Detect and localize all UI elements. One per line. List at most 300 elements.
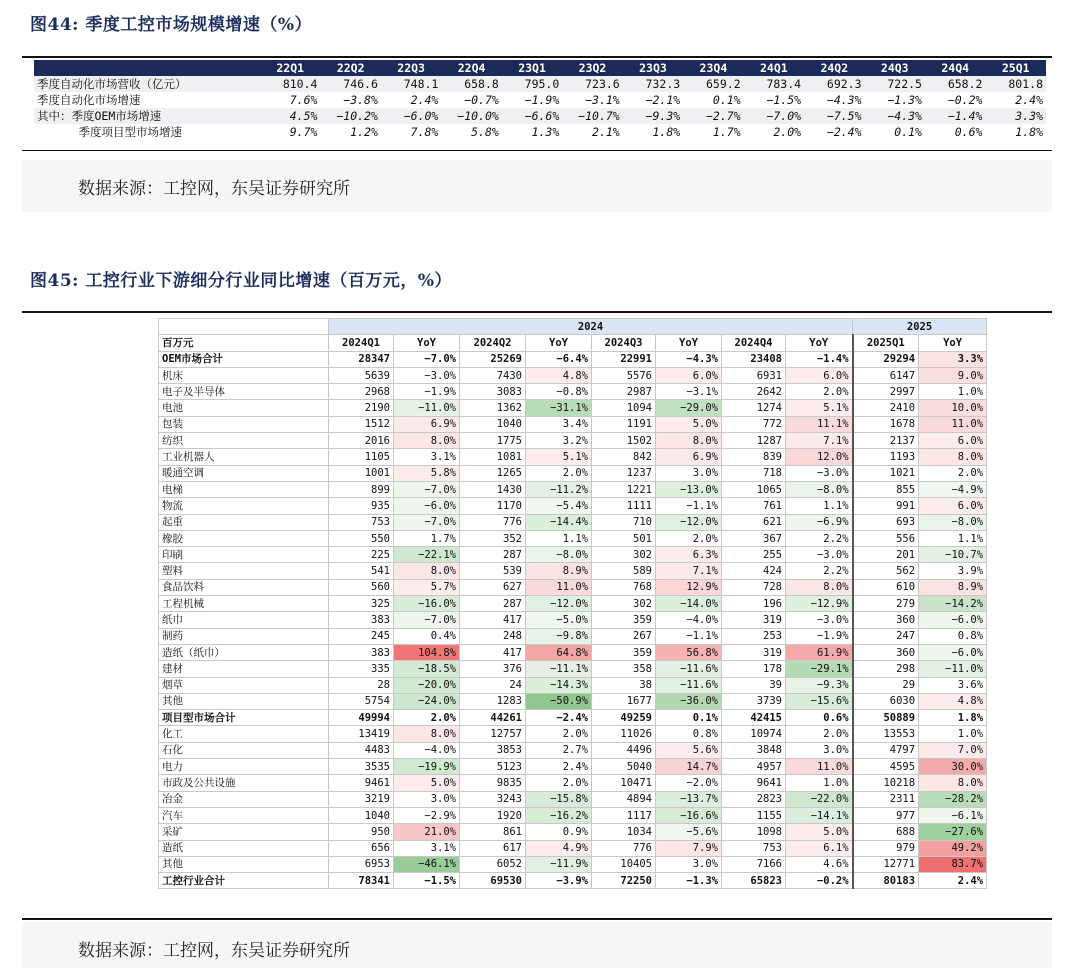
yoy-cell: −29.0% — [656, 400, 722, 416]
yoy-cell: 6.9% — [656, 449, 722, 465]
yoy-cell: 4.9% — [526, 840, 592, 856]
revenue-cell: 38 — [592, 677, 656, 693]
value-cell: −4.3% — [804, 92, 864, 108]
value-cell: −2.7% — [683, 108, 743, 124]
revenue-cell: 29294 — [853, 351, 919, 367]
quarter-header: 23Q3 — [623, 60, 683, 76]
yoy-cell: −8.0% — [919, 514, 987, 530]
revenue-cell: 248 — [460, 628, 526, 644]
revenue-cell: 196 — [722, 596, 786, 612]
revenue-cell: 2997 — [853, 384, 919, 400]
quarter-header: 23Q1 — [502, 60, 562, 76]
revenue-cell: 5754 — [329, 693, 394, 709]
column-header: 2024Q2 — [460, 335, 526, 351]
yoy-cell: −4.0% — [656, 612, 722, 628]
yoy-cell: 1.1% — [526, 530, 592, 546]
industry-label: 造纸（纸巾） — [159, 644, 329, 660]
yoy-cell: 61.9% — [786, 644, 853, 660]
industry-label: 其他 — [159, 856, 329, 872]
revenue-cell: 417 — [460, 644, 526, 660]
table-row — [159, 530, 987, 546]
revenue-cell: 335 — [329, 661, 394, 677]
value-cell: −6.0% — [381, 108, 441, 124]
yoy-cell: 30.0% — [919, 759, 987, 775]
revenue-cell: 1502 — [592, 433, 656, 449]
yoy-cell: −0.8% — [526, 384, 592, 400]
table-row — [159, 807, 987, 823]
revenue-cell: 2190 — [329, 400, 394, 416]
industry-label: 工业机器人 — [159, 449, 329, 465]
yoy-cell: 12.0% — [786, 449, 853, 465]
year-2024-header: 2024 — [329, 319, 853, 335]
revenue-cell: 1021 — [853, 465, 919, 481]
table-row — [159, 465, 987, 481]
value-cell: 746.6 — [320, 76, 380, 92]
value-cell: −9.3% — [623, 108, 683, 124]
yoy-cell: 2.4% — [919, 873, 987, 889]
revenue-cell: 298 — [853, 661, 919, 677]
industry-label: 化工 — [159, 726, 329, 742]
revenue-cell: 3535 — [329, 759, 394, 775]
revenue-cell: 10405 — [592, 856, 656, 872]
yoy-cell: −27.6% — [919, 824, 987, 840]
yoy-cell: −10.7% — [919, 547, 987, 563]
revenue-cell: 1111 — [592, 498, 656, 514]
row-label: 季度自动化市场增速 — [34, 92, 260, 108]
revenue-cell: 617 — [460, 840, 526, 856]
revenue-cell: 10471 — [592, 775, 656, 791]
revenue-cell: 776 — [460, 514, 526, 530]
revenue-cell: 358 — [592, 661, 656, 677]
revenue-cell: 3848 — [722, 742, 786, 758]
value-cell: 658.8 — [441, 76, 501, 92]
yoy-cell: −8.0% — [526, 547, 592, 563]
value-cell: −7.5% — [804, 108, 864, 124]
yoy-cell: −2.9% — [394, 807, 460, 823]
table-row — [159, 400, 987, 416]
value-cell: 810.4 — [260, 76, 320, 92]
revenue-cell: 201 — [853, 547, 919, 563]
yoy-cell: 8.0% — [394, 726, 460, 742]
revenue-cell: 25269 — [460, 351, 526, 367]
yoy-cell: 2.0% — [786, 726, 853, 742]
revenue-cell: 1274 — [722, 400, 786, 416]
revenue-cell: 245 — [329, 628, 394, 644]
revenue-cell: 65823 — [722, 873, 786, 889]
yoy-cell: −22.0% — [786, 791, 853, 807]
revenue-cell: 69530 — [460, 873, 526, 889]
table-row — [159, 367, 987, 383]
revenue-cell: 1193 — [853, 449, 919, 465]
yoy-cell: −1.9% — [786, 628, 853, 644]
value-cell: −4.3% — [865, 108, 925, 124]
industry-label: 包装 — [159, 416, 329, 432]
yoy-cell: 3.0% — [786, 742, 853, 758]
yoy-cell: −11.0% — [919, 661, 987, 677]
revenue-cell: 2016 — [329, 433, 394, 449]
revenue-cell: 977 — [853, 807, 919, 823]
yoy-cell: 5.1% — [526, 449, 592, 465]
revenue-cell: 5040 — [592, 759, 656, 775]
value-cell: 658.2 — [925, 76, 985, 92]
revenue-cell: 1775 — [460, 433, 526, 449]
industry-label: 起重 — [159, 514, 329, 530]
revenue-cell: 359 — [592, 644, 656, 660]
value-cell: −7.0% — [744, 108, 804, 124]
column-header: 2024Q3 — [592, 335, 656, 351]
revenue-cell: 842 — [592, 449, 656, 465]
revenue-cell: 4894 — [592, 791, 656, 807]
revenue-cell: 9835 — [460, 775, 526, 791]
yoy-cell: −15.8% — [526, 791, 592, 807]
value-cell: 795.0 — [502, 76, 562, 92]
yoy-cell: −19.9% — [394, 759, 460, 775]
figure-44-title: 图44: 季度工控市场规模增速（%） — [30, 15, 313, 35]
quarter-header: 24Q1 — [744, 60, 804, 76]
revenue-cell: 29 — [853, 677, 919, 693]
yoy-cell: 7.0% — [919, 742, 987, 758]
table-row — [159, 710, 987, 726]
value-cell: −3.1% — [562, 92, 622, 108]
revenue-cell: 556 — [853, 530, 919, 546]
yoy-cell: 8.0% — [394, 433, 460, 449]
revenue-cell: 352 — [460, 530, 526, 546]
value-cell: 748.1 — [381, 76, 441, 92]
yoy-cell: −6.0% — [919, 612, 987, 628]
industry-label: 制药 — [159, 628, 329, 644]
yoy-cell: 5.7% — [394, 579, 460, 595]
value-cell: −10.7% — [562, 108, 622, 124]
revenue-cell: 22991 — [592, 351, 656, 367]
revenue-cell: 991 — [853, 498, 919, 514]
industry-label: 项目型市场合计 — [159, 710, 329, 726]
yoy-cell: −3.1% — [656, 384, 722, 400]
industry-label: 电子及半导体 — [159, 384, 329, 400]
revenue-cell: 1001 — [329, 465, 394, 481]
revenue-cell: 621 — [722, 514, 786, 530]
yoy-cell: −13.7% — [656, 791, 722, 807]
yoy-cell: 1.8% — [919, 710, 987, 726]
industry-label: 其他 — [159, 693, 329, 709]
yoy-cell: −28.2% — [919, 791, 987, 807]
revenue-cell: 383 — [329, 612, 394, 628]
yoy-cell: −22.1% — [394, 547, 460, 563]
column-header: YoY — [394, 335, 460, 351]
revenue-cell: 44261 — [460, 710, 526, 726]
revenue-cell: 80183 — [853, 873, 919, 889]
table-row — [159, 791, 987, 807]
column-header: YoY — [526, 335, 592, 351]
yoy-cell: 3.9% — [919, 563, 987, 579]
yoy-cell: 7.1% — [786, 433, 853, 449]
revenue-cell: 761 — [722, 498, 786, 514]
value-cell: 2.0% — [744, 124, 804, 140]
quarter-header: 22Q4 — [441, 60, 501, 76]
revenue-cell: 2311 — [853, 791, 919, 807]
industry-label: 物流 — [159, 498, 329, 514]
revenue-cell: 3853 — [460, 742, 526, 758]
yoy-cell: −7.0% — [394, 514, 460, 530]
revenue-cell: 50889 — [853, 710, 919, 726]
yoy-cell: −5.0% — [526, 612, 592, 628]
yoy-cell: 6.0% — [919, 433, 987, 449]
yoy-cell: −4.0% — [394, 742, 460, 758]
revenue-cell: 753 — [329, 514, 394, 530]
yoy-cell: 0.6% — [786, 710, 853, 726]
industry-label: 市政及公共设施 — [159, 775, 329, 791]
revenue-cell: 42415 — [722, 710, 786, 726]
revenue-cell: 267 — [592, 628, 656, 644]
top-rule-45 — [22, 311, 1052, 313]
revenue-cell: 1105 — [329, 449, 394, 465]
yoy-cell: −11.6% — [656, 677, 722, 693]
yoy-cell: 9.0% — [919, 367, 987, 383]
yoy-cell: 0.4% — [394, 628, 460, 644]
revenue-cell: 1265 — [460, 465, 526, 481]
yoy-cell: 6.0% — [919, 498, 987, 514]
yoy-cell: 49.2% — [919, 840, 987, 856]
yoy-cell: −31.1% — [526, 400, 592, 416]
yoy-cell: −1.5% — [394, 873, 460, 889]
revenue-cell: 935 — [329, 498, 394, 514]
table-row — [159, 759, 987, 775]
value-cell: 4.5% — [260, 108, 320, 124]
revenue-cell: 319 — [722, 612, 786, 628]
yoy-cell: −14.0% — [656, 596, 722, 612]
yoy-cell: 2.4% — [526, 759, 592, 775]
revenue-cell: 23408 — [722, 351, 786, 367]
yoy-cell: −5.4% — [526, 498, 592, 514]
revenue-cell: 279 — [853, 596, 919, 612]
yoy-cell: −12.9% — [786, 596, 853, 612]
value-cell: 7.6% — [260, 92, 320, 108]
value-cell: −3.8% — [320, 92, 380, 108]
value-cell: 723.6 — [562, 76, 622, 92]
downstream-industry-table — [158, 318, 987, 889]
table-row — [159, 677, 987, 693]
yoy-cell: −11.1% — [526, 661, 592, 677]
revenue-cell: 7166 — [722, 856, 786, 872]
row-label: 季度项目型市场增速 — [34, 124, 260, 140]
revenue-cell: 550 — [329, 530, 394, 546]
revenue-cell: 776 — [592, 840, 656, 856]
yoy-cell: 6.9% — [394, 416, 460, 432]
yoy-cell: −20.0% — [394, 677, 460, 693]
quarter-header: 22Q3 — [381, 60, 441, 76]
revenue-cell: 10218 — [853, 775, 919, 791]
value-cell: 2.1% — [562, 124, 622, 140]
revenue-cell: 1678 — [853, 416, 919, 432]
revenue-cell: 253 — [722, 628, 786, 644]
yoy-cell: 0.8% — [656, 726, 722, 742]
revenue-cell: 4595 — [853, 759, 919, 775]
revenue-cell: 610 — [853, 579, 919, 595]
revenue-cell: 979 — [853, 840, 919, 856]
yoy-cell: −24.0% — [394, 693, 460, 709]
yoy-cell: 8.0% — [656, 433, 722, 449]
industry-label: 电梯 — [159, 481, 329, 497]
yoy-cell: 3.6% — [919, 677, 987, 693]
yoy-cell: 4.6% — [786, 856, 853, 872]
value-cell: 801.8 — [985, 76, 1046, 92]
value-cell: −6.6% — [502, 108, 562, 124]
revenue-cell: 360 — [853, 644, 919, 660]
revenue-cell: 28347 — [329, 351, 394, 367]
revenue-cell: 541 — [329, 563, 394, 579]
table-row — [159, 775, 987, 791]
industry-label: 电力 — [159, 759, 329, 775]
table-row — [159, 579, 987, 595]
yoy-cell: −6.0% — [394, 498, 460, 514]
yoy-cell: −29.1% — [786, 661, 853, 677]
revenue-cell: 49994 — [329, 710, 394, 726]
quarter-header: 23Q2 — [562, 60, 622, 76]
quarter-header: 22Q1 — [260, 60, 320, 76]
column-header: 2025Q1 — [853, 335, 919, 351]
revenue-cell: 9461 — [329, 775, 394, 791]
source-note-44 — [22, 160, 1052, 212]
revenue-cell: 1237 — [592, 465, 656, 481]
industry-label: 工控行业合计 — [159, 873, 329, 889]
table-row — [34, 76, 1046, 92]
revenue-cell: 49259 — [592, 710, 656, 726]
yoy-cell: 5.1% — [786, 400, 853, 416]
header-label-cell — [34, 60, 260, 76]
yoy-cell: 4.8% — [526, 367, 592, 383]
revenue-cell: 861 — [460, 824, 526, 840]
revenue-cell: 768 — [592, 579, 656, 595]
yoy-cell: 11.0% — [919, 416, 987, 432]
yoy-cell: 8.0% — [919, 775, 987, 791]
yoy-cell: 8.0% — [394, 563, 460, 579]
yoy-cell: −14.3% — [526, 677, 592, 693]
revenue-cell: 7430 — [460, 367, 526, 383]
yoy-cell: −16.0% — [394, 596, 460, 612]
yoy-cell: 64.8% — [526, 644, 592, 660]
revenue-cell: 3739 — [722, 693, 786, 709]
table-row — [34, 108, 1046, 124]
table-row — [159, 498, 987, 514]
revenue-cell: 367 — [722, 530, 786, 546]
yoy-cell: 5.0% — [786, 824, 853, 840]
yoy-cell: 3.0% — [656, 465, 722, 481]
revenue-cell: 1287 — [722, 433, 786, 449]
revenue-cell: 6931 — [722, 367, 786, 383]
yoy-cell: 0.9% — [526, 824, 592, 840]
yoy-cell: 2.2% — [786, 530, 853, 546]
table-row — [159, 612, 987, 628]
year-header-row — [159, 319, 987, 335]
revenue-cell: 13419 — [329, 726, 394, 742]
year-2025-header: 2025 — [853, 319, 987, 335]
table-row — [159, 628, 987, 644]
table-row — [159, 661, 987, 677]
yoy-cell: 1.1% — [786, 498, 853, 514]
revenue-cell: 3219 — [329, 791, 394, 807]
yoy-cell: −11.6% — [656, 661, 722, 677]
revenue-cell: 589 — [592, 563, 656, 579]
yoy-cell: 3.1% — [394, 449, 460, 465]
yoy-cell: 6.0% — [656, 367, 722, 383]
table-row — [159, 596, 987, 612]
revenue-cell: 6147 — [853, 367, 919, 383]
value-cell: 783.4 — [744, 76, 804, 92]
revenue-cell: 562 — [853, 563, 919, 579]
value-cell: 0.1% — [865, 124, 925, 140]
yoy-cell: −36.0% — [656, 693, 722, 709]
yoy-cell: 3.2% — [526, 433, 592, 449]
row-label: 季度自动化市场营收（亿元） — [34, 76, 260, 92]
revenue-cell: 6030 — [853, 693, 919, 709]
quarter-header: 24Q3 — [865, 60, 925, 76]
yoy-cell: −8.0% — [786, 481, 853, 497]
revenue-cell: 1512 — [329, 416, 394, 432]
revenue-cell: 1098 — [722, 824, 786, 840]
revenue-cell: 9641 — [722, 775, 786, 791]
yoy-cell: 83.7% — [919, 856, 987, 872]
quarter-header-row — [34, 60, 1046, 76]
yoy-cell: −11.9% — [526, 856, 592, 872]
industry-label: 橡胶 — [159, 530, 329, 546]
yoy-cell: 6.3% — [656, 547, 722, 563]
source-text: 数据来源：工控网，东吴证券研究所 — [78, 179, 350, 199]
yoy-cell: 11.0% — [526, 579, 592, 595]
yoy-cell: 2.0% — [919, 465, 987, 481]
revenue-cell: 78341 — [329, 873, 394, 889]
yoy-cell: −3.0% — [786, 612, 853, 628]
revenue-cell: 1920 — [460, 807, 526, 823]
revenue-cell: 24 — [460, 677, 526, 693]
revenue-cell: 12771 — [853, 856, 919, 872]
yoy-cell: 6.1% — [786, 840, 853, 856]
yoy-cell: 2.7% — [526, 742, 592, 758]
yoy-cell: −9.8% — [526, 628, 592, 644]
revenue-cell: 2137 — [853, 433, 919, 449]
value-cell: 5.8% — [441, 124, 501, 140]
value-cell: 2.4% — [985, 92, 1046, 108]
revenue-cell: 1221 — [592, 481, 656, 497]
industry-label: 食品饮料 — [159, 579, 329, 595]
value-cell: 1.3% — [502, 124, 562, 140]
table-row — [159, 449, 987, 465]
yoy-cell: 2.0% — [394, 710, 460, 726]
table-row — [159, 873, 987, 889]
revenue-cell: 1040 — [460, 416, 526, 432]
yoy-cell: −50.9% — [526, 693, 592, 709]
revenue-cell: 2410 — [853, 400, 919, 416]
revenue-cell: 839 — [722, 449, 786, 465]
revenue-cell: 1117 — [592, 807, 656, 823]
value-cell: 1.8% — [985, 124, 1046, 140]
yoy-cell: −4.9% — [919, 481, 987, 497]
revenue-cell: 1362 — [460, 400, 526, 416]
yoy-cell: 2.0% — [526, 465, 592, 481]
yoy-cell: 11.0% — [786, 759, 853, 775]
yoy-cell: −4.3% — [656, 351, 722, 367]
revenue-cell: 225 — [329, 547, 394, 563]
yoy-cell: 0.1% — [656, 710, 722, 726]
yoy-cell: 11.1% — [786, 416, 853, 432]
revenue-cell: 693 — [853, 514, 919, 530]
yoy-cell: 2.2% — [786, 563, 853, 579]
table-row — [159, 416, 987, 432]
industry-label: 机床 — [159, 367, 329, 383]
table-row — [159, 693, 987, 709]
revenue-cell: 302 — [592, 596, 656, 612]
column-header: 2024Q1 — [329, 335, 394, 351]
yoy-cell: −5.6% — [656, 824, 722, 840]
revenue-cell: 376 — [460, 661, 526, 677]
